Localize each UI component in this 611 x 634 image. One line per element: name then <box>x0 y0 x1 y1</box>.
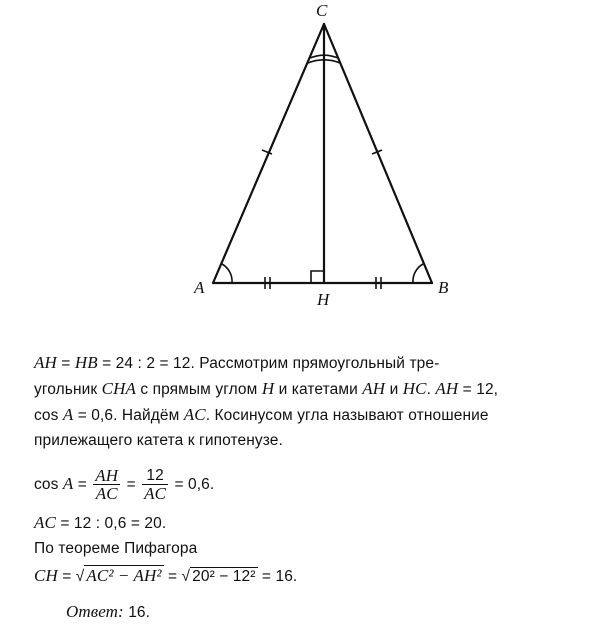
math-ah: AH <box>34 353 57 372</box>
right-angle-mark <box>311 271 324 283</box>
radicand-1: AC² − AH² <box>86 566 162 585</box>
solution-line-4: прилежащего катета к гипотенузе. <box>34 432 283 449</box>
formula-cos-a: cos A = $\frac{AH}{AC}$ = $\frac{12}{AC}$ = 0,6. <box>34 466 215 504</box>
solution-line-1: AH = HB = 24 : 2 = 12. Рассмотрим прямоугольный тре- <box>34 353 440 372</box>
solution-line-2: угольник CHA с прямым углом H и катетами AH и HC. AH = 12, <box>34 379 499 398</box>
isosceles-triangle-figure <box>0 0 611 310</box>
formula-ac: AC = 12 : 0,6 = 20. <box>34 513 167 532</box>
answer-label: Ответ: <box>66 602 124 621</box>
formula-ch: CH = √ AC² − AH² = √ 20² − 12² = 16. <box>34 566 298 585</box>
vertex-label-b: B <box>438 278 449 297</box>
math-hb: HB <box>74 353 98 372</box>
fraction-ah-ac: $\frac{AH}{AC}$ <box>95 466 119 504</box>
pythagoras-caption: По теореме Пифагора <box>34 540 198 557</box>
answer-value: 16. <box>123 604 151 621</box>
side-bc <box>324 24 432 283</box>
foot-label-h: H <box>317 290 330 309</box>
radicand-2: 20² − 12² <box>192 568 256 585</box>
fraction-12-ac: $\frac{12}{AC}$ <box>144 467 167 504</box>
angle-arc-b <box>413 264 423 283</box>
angle-arc-a <box>222 264 232 283</box>
vertex-label-c: C <box>316 1 328 20</box>
side-ac <box>213 24 324 283</box>
vertex-label-a: A <box>194 278 205 297</box>
solution-line-3: cos A = 0,6. Найдём AC. Косинусом угла называют отношение <box>34 405 489 424</box>
answer-line <box>66 601 150 624</box>
